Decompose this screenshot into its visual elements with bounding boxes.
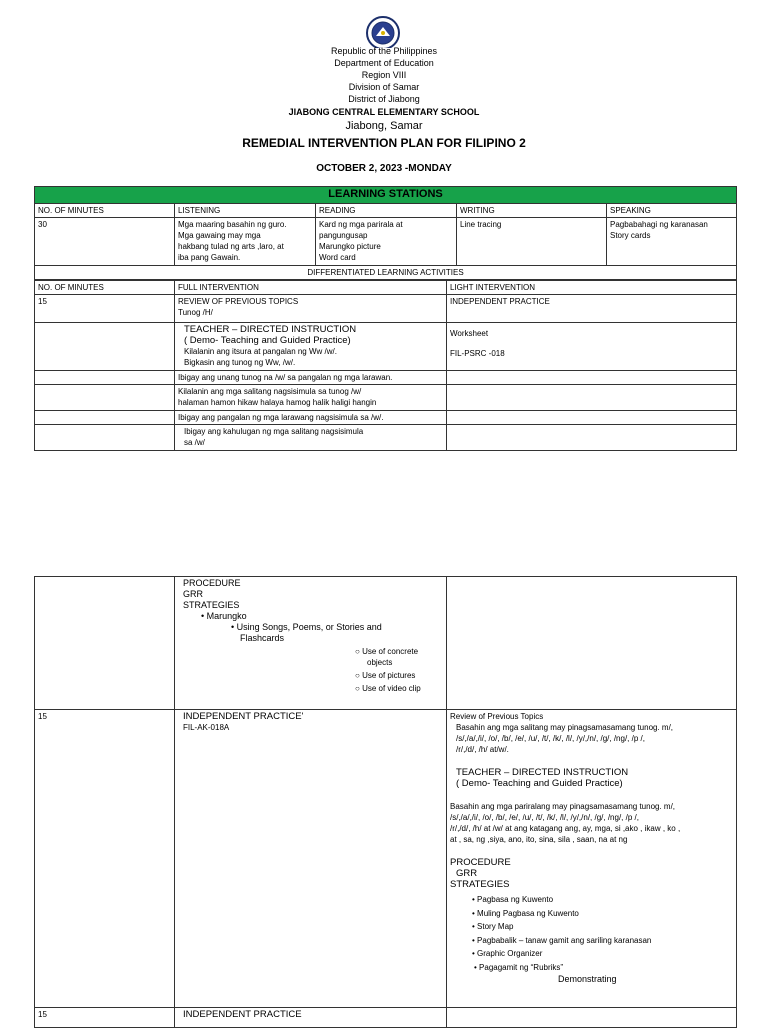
text-line: Mga gawaing may mga <box>178 231 261 240</box>
text-line: Use of pictures <box>362 671 416 680</box>
text-line: REVIEW OF PREVIOUS TOPICS <box>178 297 299 306</box>
empty-cell <box>35 385 175 411</box>
col-header: LIGHT INTERVENTION <box>447 281 737 295</box>
header-region: Region VIII <box>361 70 407 80</box>
circle-item: ○ Use of concrete <box>355 647 419 656</box>
col-header: WRITING <box>457 204 607 218</box>
text-line: sa /w/ <box>184 438 205 447</box>
grr-label: GRR <box>183 589 203 599</box>
light-intervention-cell <box>447 323 737 371</box>
interventions-table <box>34 280 737 451</box>
text-line: Use of concrete <box>362 647 419 656</box>
text-line: ( Demo- Teaching and Guided Practice) <box>184 335 351 346</box>
text-line: Ibigay ang kahulugan ng mga salitang nagsisimula <box>184 427 364 436</box>
bullet-item: • Using Songs, Poems, or Stories and <box>231 622 382 632</box>
page-date: OCTOBER 2, 2023 -MONDAY <box>316 163 452 174</box>
col-header: LISTENING <box>175 204 316 218</box>
light-intervention-cell <box>447 710 737 1008</box>
text-line: Pagbabalik – tanaw gamit ang sariling karanasan <box>477 935 652 945</box>
text-line: Basahin ang mga salitang may pinagsamasamang tunog. m/, <box>456 723 674 732</box>
header-school: JIABONG CENTRAL ELEMENTARY SCHOOL <box>288 107 480 117</box>
text-line: /s/,/a/,/i/, /o/, /b/, /e/, /u/, /t/, /k/, /l/, /y/,/n/, /g/, /ng/, /p /, <box>450 813 639 822</box>
text-line: Worksheet <box>450 329 489 338</box>
empty-cell <box>447 1008 737 1028</box>
text-line: Kilalanin ang itsura at pangalan ng Ww /w/. <box>184 347 337 356</box>
text-line: Kard ng mga parirala at <box>319 220 403 229</box>
empty-cell <box>447 371 737 385</box>
text-line: ( Demo- Teaching and Guided Practice) <box>456 778 623 789</box>
text-line: Marungko picture <box>319 242 381 251</box>
text-line: pangungusap <box>319 231 368 240</box>
text-line: Word card <box>319 253 356 262</box>
text-line: TEACHER – DIRECTED INSTRUCTION <box>456 767 629 778</box>
minutes-cell: 30 <box>35 218 175 266</box>
bullet-item: • Muling Pagbasa ng Kuwento <box>472 908 579 918</box>
text-line: GRR <box>456 868 478 879</box>
full-intervention-cell: Ibigay ang unang tunog na /w/ sa pangalan ng mga larawan. <box>175 371 447 385</box>
learning-stations-table <box>34 186 737 280</box>
writing-cell: Line tracing <box>457 218 607 266</box>
text-line: Review of Previous Topics <box>450 712 544 721</box>
full-intervention-cell <box>175 295 447 323</box>
learning-stations-heading: LEARNING STATIONS <box>35 187 737 204</box>
full-intervention-cell <box>175 425 447 451</box>
text-line: Pagbasa ng Kuwento <box>477 895 554 904</box>
empty-cell <box>35 425 175 451</box>
text-line: Bigkasin ang tunog ng Ww, /w/. <box>184 358 296 367</box>
procedure-label: PROCEDURE <box>183 578 241 588</box>
text-line: Flashcards <box>240 633 285 643</box>
text-line: Kilalanin ang mga salitang nagsisimula sa tunog /w/ <box>178 387 362 396</box>
empty-cell <box>35 577 175 710</box>
text-line: Muling Pagbasa ng Kuwento <box>477 908 579 918</box>
minutes-cell: 15 <box>35 710 175 1008</box>
independent-practice-cell: INDEPENDENT PRACTICE <box>175 1008 447 1028</box>
bullet-item: • Pagbabalik – tanaw gamit ang sariling karanasan <box>472 935 652 945</box>
empty-cell <box>35 411 175 425</box>
text-line: FIL-AK-018A <box>183 723 230 732</box>
empty-cell <box>447 411 737 425</box>
text-line: /s/,/a/,/i/, /o/, /b/, /e/, /u/, /t/, /k/, /l/, /y/,/n/, /g/, /ng/, /p /, <box>456 734 645 743</box>
text-line: FIL-PSRC -018 <box>450 349 505 358</box>
deped-seal-icon <box>358 14 408 48</box>
text-line: Pagbabahagi ng karanasan <box>610 220 708 229</box>
listening-cell <box>175 218 316 266</box>
text-line: objects <box>367 658 393 667</box>
reading-cell <box>316 218 457 266</box>
text-line: Using Songs, Poems, or Stories and <box>236 622 382 632</box>
text-line: Basahin ang mga pariralang may pinagsamasamang tunog. m/, <box>450 802 676 811</box>
independent-practice-cell <box>175 710 447 1008</box>
empty-cell <box>447 385 737 411</box>
text-line: Story Map <box>477 922 514 931</box>
full-intervention-cell: Ibigay ang pangalan ng mga larawang nagsisimula sa /w/. <box>175 411 447 425</box>
text-line: iba pang Gawain. <box>178 253 241 262</box>
header-division: Division of Samar <box>348 82 420 92</box>
bullet-item: • Graphic Organizer <box>472 949 543 958</box>
col-header: READING <box>316 204 457 218</box>
text-line: hakbang tulad ng arts ,laro, at <box>178 242 284 251</box>
minutes-cell: 15 <box>35 1008 175 1028</box>
text-line: Tunog /H/ <box>178 308 213 317</box>
text-line: Pagagamit ng “Rubriks” <box>479 962 564 972</box>
text-line: Marungko <box>206 611 247 621</box>
header-district: District of Jiabong <box>348 94 420 104</box>
text-line: TEACHER – DIRECTED INSTRUCTION <box>184 324 357 335</box>
bullet-item: • Pagbasa ng Kuwento <box>472 895 554 904</box>
strategies-label: STRATEGIES <box>183 600 240 610</box>
circle-item: ○ Use of video clip <box>355 684 421 693</box>
light-intervention-cell: INDEPENDENT PRACTICE <box>447 295 737 323</box>
col-header: SPEAKING <box>607 204 737 218</box>
strategies-list <box>450 893 733 974</box>
bullet-item: • Marungko <box>201 611 247 621</box>
empty-cell <box>35 371 175 385</box>
text-line: halaman hamon hikaw halaya hamog halik haligi hangin <box>178 398 377 407</box>
full-intervention-cell <box>175 323 447 371</box>
text-line: Story cards <box>610 231 651 240</box>
bullet-item: • Story Map <box>472 922 514 931</box>
col-header: NO. OF MINUTES <box>35 204 175 218</box>
text-line: at , sa, ng ,siya, ano, ito, sina, sila , saan, na at ng <box>450 835 628 844</box>
header-location: Jiabong, Samar <box>345 120 423 132</box>
header-department: Department of Education <box>334 58 434 68</box>
empty-cell <box>447 577 737 710</box>
procedure-cell <box>175 577 447 710</box>
circle-item: ○ Use of pictures <box>355 671 416 680</box>
col-header: FULL INTERVENTION <box>175 281 447 295</box>
text-line: STRATEGIES <box>450 879 510 890</box>
page-title: REMEDIAL INTERVENTION PLAN FOR FILIPINO 2 <box>242 136 526 150</box>
text-line: Use of video clip <box>362 684 421 693</box>
text-line: /r/,/d/, /h/ at/w/. <box>456 745 509 754</box>
text-line: Mga maaring basahin ng guro. <box>178 220 287 229</box>
procedure-table <box>34 576 737 1028</box>
empty-cell <box>35 323 175 371</box>
full-intervention-cell <box>175 385 447 411</box>
text-line: /r/,/d/, /h/ at /w/ at ang katagang ang, ay, mga, si ,ako , ikaw , ko , <box>450 824 681 833</box>
text-line: INDEPENDENT PRACTICE' <box>183 711 304 722</box>
header-country: Republic of the Philippines <box>330 46 438 56</box>
differentiated-heading: DIFFERENTIATED LEARNING ACTIVITIES <box>35 266 737 280</box>
text-line: PROCEDURE <box>450 857 511 868</box>
speaking-cell <box>607 218 737 266</box>
empty-cell <box>447 425 737 451</box>
minutes-cell: 15 <box>35 295 175 323</box>
bullet-item: • Pagagamit ng “Rubriks” <box>474 962 564 972</box>
col-header: NO. OF MINUTES <box>35 281 175 295</box>
text-line: Graphic Organizer <box>477 949 543 958</box>
text-line: Demonstrating <box>558 974 617 984</box>
